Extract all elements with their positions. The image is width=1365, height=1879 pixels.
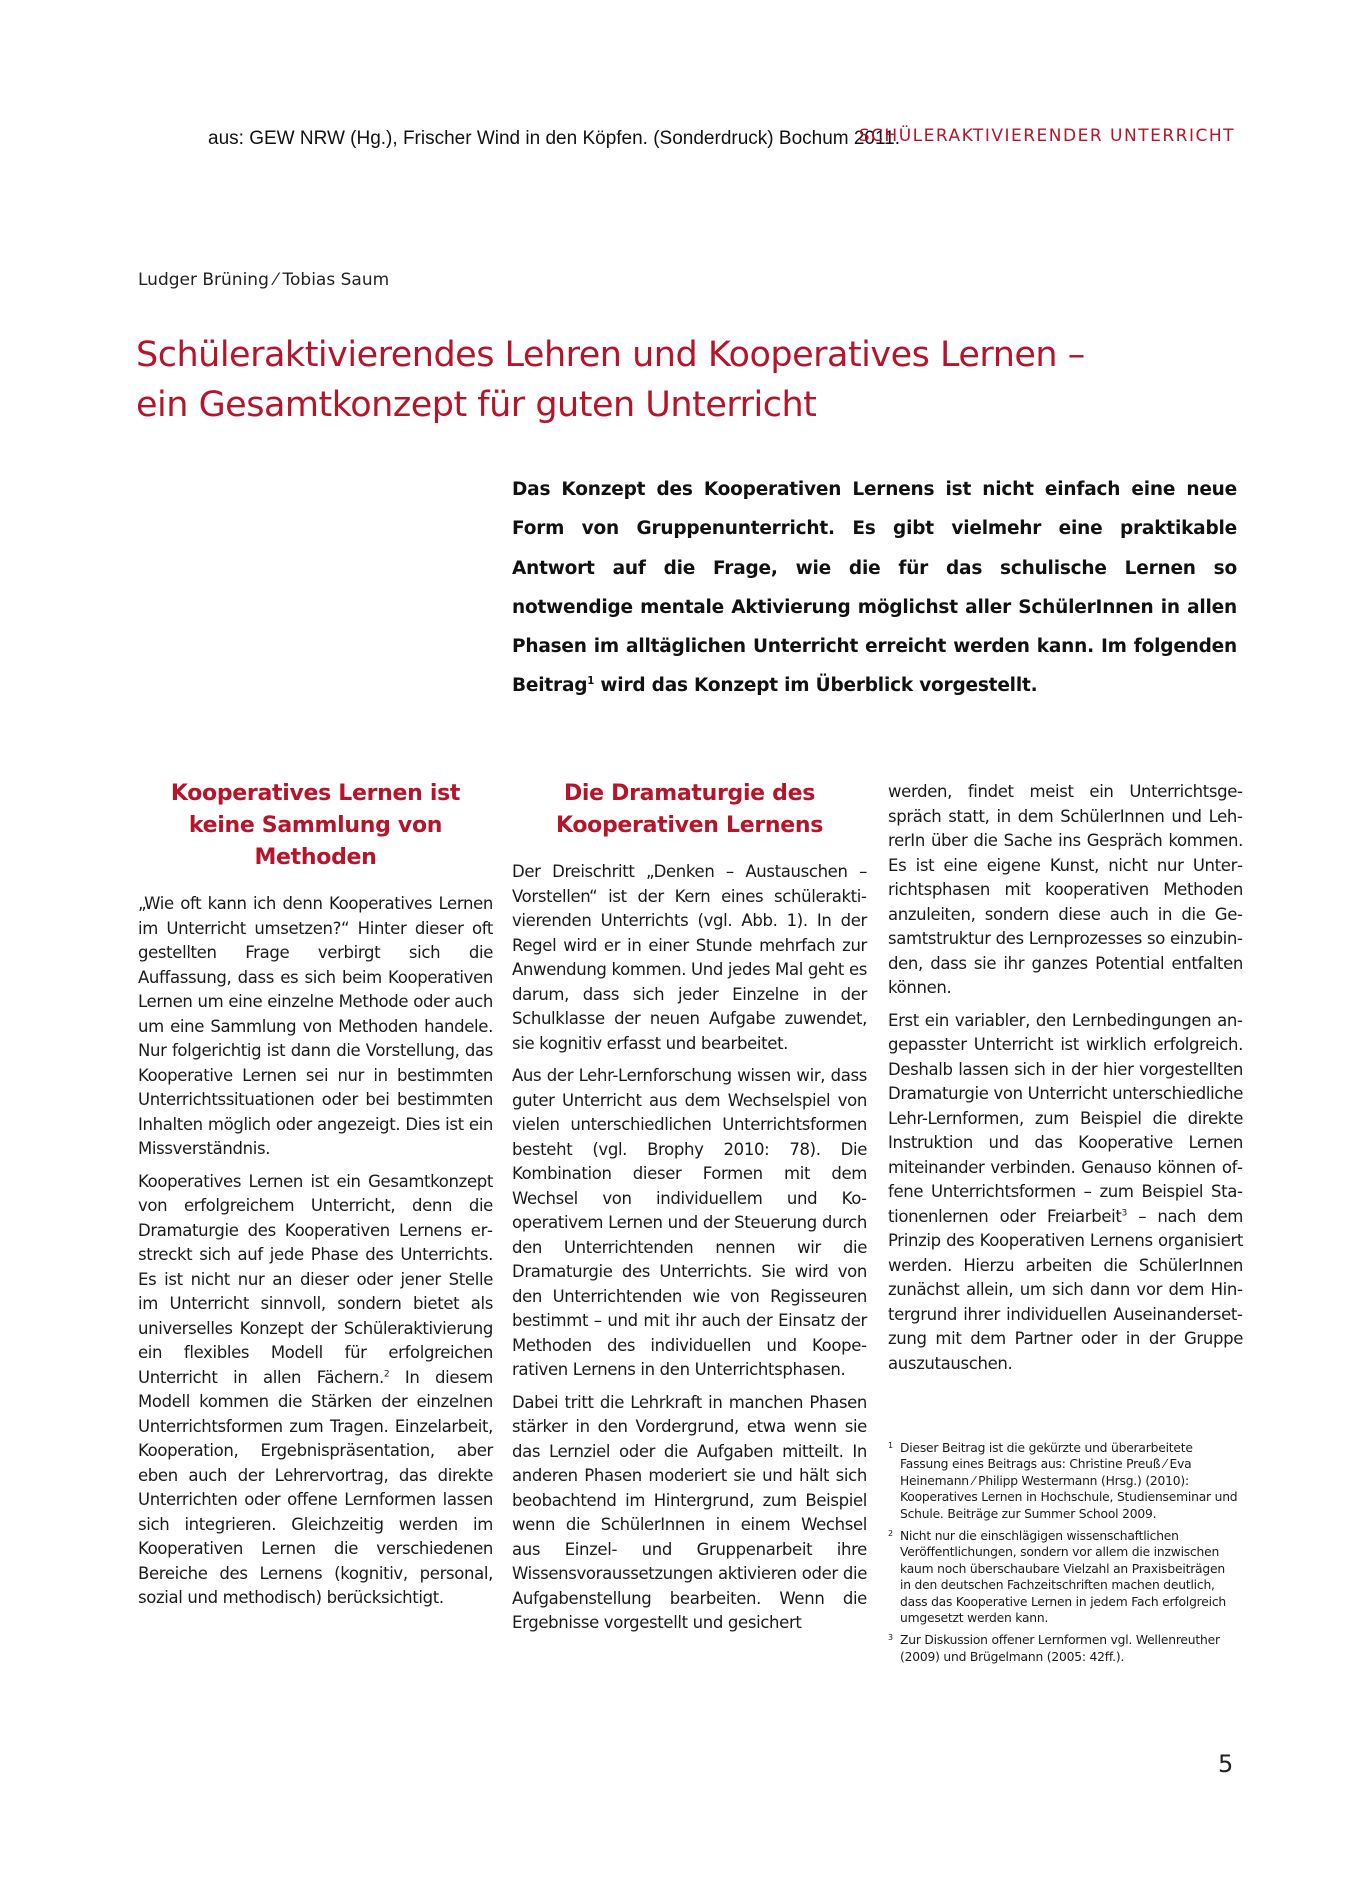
heading-line-2: Kooperativen Lernens	[555, 813, 824, 838]
paragraph-text-end: – nach dem Prinzip des Kooperativen Lernens organisiert werden. Hierzu arbeiten die SchülerInnen zunächst allein, um sich dann vor dem Hintergrund ihrer individuellen Auseinandersetzung mit dem Partner oder in der Gruppe auszutauschen.	[888, 1206, 1243, 1373]
paragraph: Dabei tritt die Lehrkraft in manchen Phasen stärker in den Vordergrund, etwa wenn sie das Lernziel oder die Aufgaben mitteilt. In anderen Phasen moderiert sie und hält sich beobachtend im Hintergrund, zum Beispiel wenn die SchülerInnen in einem Wechsel aus Einzel- und Gruppenarbeit ihre Wissensvoraussetzungen aktivieren oder die Aufgabenstellung bearbeiten. Wenn die Ergebnisse vorgestellt und gesichert	[512, 1392, 867, 1632]
footnote-ref-3[interactable]: 3	[1121, 1208, 1127, 1218]
article-lead	[512, 470, 1237, 706]
page-number: 5	[1218, 1750, 1234, 1778]
paragraph-text: Kooperatives Lernen ist ein Gesamtkonzept von erfolgreichem Unterricht, denn die Dramaturgie des Kooperativen Lernens erstreckt sich auf jede Phase des Unterrichts. Es ist nicht nur an dieser oder jener Stelle im Unterricht sinnvoll, sondern bietet als universelles Konzept der Schüleraktivierung ein flexibles Modell für erfolgreichen Unterricht in allen Fächern.	[138, 1171, 493, 1387]
paragraph: werden, findet meist ein Unterrichtsgespräch statt, in dem SchülerInnen und LehrerIn über die Sache ins Gespräch kommen. Es ist eine eigene Kunst, nicht nur Unterrichtsphasen mit kooperativen Methoden anzuleiten, sondern diese auch in die Gesamtstruktur des Lernprozesses so einzubinden, dass sie ihr ganzes Potential entfalten können.	[888, 782, 1243, 997]
footnote-text: Dieser Beitrag ist die gekürzte und überarbeitete Fassung eines Beitrags aus: Christine Preuß ⁄ Eva Heinemann ⁄ Philipp Westermann (Hrsg.) (2010): Kooperatives Lernen in Hochschule, Studienseminar und Schule. Beiträge zur Summer School 2009.	[900, 1441, 1238, 1521]
running-head: SCHÜLERAKTIVIERENDER UNTERRICHT	[858, 126, 1235, 146]
lead-text-end: wird das Konzept im Überblick vorgestellt.	[594, 675, 1038, 697]
heading-line-1: Kooperatives Lernen ist	[170, 781, 461, 806]
footnote-number: 1	[888, 1441, 893, 1450]
heading-line-2: keine Sammlung von Methoden	[188, 813, 443, 870]
footnote-text: Zur Diskussion offener Lernformen vgl. Wellenreuther (2009) und Brügelmann (2005: 42ff.).	[900, 1633, 1220, 1664]
footnote-number: 3	[888, 1633, 893, 1643]
footnote-3	[888, 1632, 1238, 1665]
paragraph: Der Dreischritt „Denken – Austauschen – Vorstellen“ ist der Kern eines schüleraktivierenden Unterrichts (vgl. Abb. 1). In der Regel wird er in einer Stunde mehrfach zur Anwendung kommen. Und jedes Mal geht es darum, dass sich jeder Einzelne in der Schulklasse der neuen Aufgabe zuwendet, sie kognitiv erfasst und bearbeitet.	[512, 862, 867, 1053]
footnote-number: 2	[888, 1529, 893, 1539]
footnote-ref-2[interactable]: 2	[383, 1369, 390, 1379]
article-title	[136, 330, 1136, 430]
footnote-2	[888, 1528, 1238, 1626]
source-citation: aus: GEW NRW (Hg.), Frischer Wind in den Köpfen. (Sonderdruck) Bochum 2011.	[208, 128, 901, 149]
paragraph: „Wie oft kann ich denn Kooperatives Lernen im Unterricht umsetzen?“ Hinter dieser oft gestellten Frage verbirgt sich die Auffassung, dass es sich beim Kooperativen Lernen um eine einzelne Methode oder auch um eine Sammlung von Methoden handele. Nur folgerichtig ist dann die Vorstellung, das Kooperative Lernen sei nur in bestimmten Unterrichtssituationen oder bei bestimmten Inhalten möglich oder angezeigt. Dies ist ein Missverständnis.	[138, 894, 493, 1158]
paragraph-text: Erst ein variabler, den Lernbedingungen angepasster Unterricht ist wirklich erfolgreich. Deshalb lassen sich in der hier vorgestellten Dramaturgie von Unterricht unterschiedliche Lehr-Lernformen, zum Beispiel die direkte Instruktion und das Kooperative Lernen miteinander verbinden. Genauso können offene Unterrichtsformen – zum Beispiel Stationenlernen oder Freiarbeit	[888, 1010, 1243, 1226]
paragraph	[888, 1009, 1243, 1377]
footnotes	[888, 1440, 1238, 1671]
paragraph: Aus der Lehr-Lernforschung wissen wir, dass guter Unterricht aus dem Wechselspiel von vielen unterschiedlichen Unterrichtsformen besteht (vgl. Brophy 2010: 78). Die Kombination dieser Formen mit dem Wechsel von individuellem und Kooperativem Lernen und der Steuerung durch den Unterrichtenden nennen wir die Dramaturgie des Unterrichts. Sie wird von den Unterrichtenden wie von Regisseuren bestimmt – und mit ihr auch der Einsatz der Methoden des individuellen und Kooperativen Lernens in den Unterrichtsphasen.	[512, 1066, 867, 1379]
paragraph-text-end: In diesem Modell kommen die Stärken der einzelnen Unterrichtsformen zum Tragen. Einzelarbeit, Kooperation, Ergebnispräsentation, aber eben auch der Lehrervortrag, das direkte Unterrichten oder offene Lernformen lassen sich integrieren. Gleichzeitig werden im Kooperativen Lernen die verschiedenen Bereiche des Lernens (kognitiv, personal, sozial und methodisch) berücksichtigt.	[138, 1367, 493, 1607]
footnote-text: Nicht nur die einschlägigen wissenschaftlichen Veröffentlichungen, sondern vor allem die inzwischen kaum noch überschaubare Vielzahl an Praxisbeiträgen in den deutschen Fachzeitschriften machen deutlich, dass das Kooperative Lernen in jedem Fach erfolgreich umgesetzt werden kann.	[900, 1529, 1226, 1626]
section-heading-kooperatives-lernen	[138, 778, 493, 874]
footnote-1	[888, 1440, 1238, 1522]
title-line-2: ein Gesamtkonzept für guten Unterricht	[136, 385, 817, 425]
footnote-ref-1[interactable]: 1	[587, 676, 595, 688]
lead-text: Das Konzept des Kooperativen Lernens ist nicht einfach eine neue Form von Gruppenunterricht. Es gibt vielmehr eine praktikable Antwort auf die Frage, wie die für das schulische Lernen so notwendige mentale Aktivierung möglichst aller SchülerInnen in allen Phasen im alltäglichen Unterricht erreicht werden kann. Im folgenden Beitrag	[512, 479, 1237, 697]
column-1	[138, 778, 493, 1619]
article-authors: Ludger Brüning ⁄ Tobias Saum	[138, 270, 390, 290]
column-2	[512, 778, 867, 1644]
column-3	[888, 780, 1243, 1384]
title-line-1: Schüleraktivierendes Lehren und Kooperatives Lernen –	[136, 335, 1085, 375]
section-heading-dramaturgie	[512, 778, 867, 842]
paragraph	[138, 1170, 493, 1611]
heading-line-1: Die Dramaturgie des	[563, 781, 816, 806]
